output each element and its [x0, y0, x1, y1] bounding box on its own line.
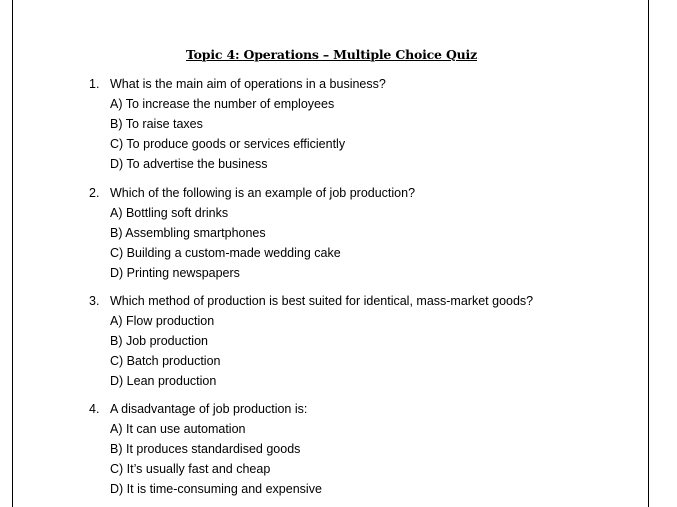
option-a: A) To increase the number of employees [110, 97, 335, 111]
option-c: C) Batch production [110, 354, 221, 368]
question-line [13, 400, 650, 419]
option-c: C) Building a custom-made wedding cake [110, 246, 341, 260]
question-2 [13, 184, 650, 283]
option-c: C) It’s usually fast and cheap [110, 462, 271, 476]
option-d: D) To advertise the business [110, 157, 268, 171]
question-text: What is the main aim of operations in a business? [110, 77, 386, 91]
option-d: D) Printing newspapers [110, 266, 240, 280]
option-b: B) It produces standardised goods [110, 442, 301, 456]
document-page [12, 0, 649, 507]
question-1 [13, 75, 650, 174]
question-3 [13, 292, 650, 391]
quiz-title: Topic 4: Operations – Multiple Choice Quiz [186, 47, 477, 62]
question-number: 1. [89, 77, 100, 91]
question-4 [13, 400, 650, 499]
option-b: B) Assembling smartphones [110, 226, 266, 240]
question-line [13, 184, 650, 203]
option-a: A) It can use automation [110, 422, 246, 436]
question-number: 2. [89, 186, 100, 200]
question-line [13, 75, 650, 94]
question-text: A disadvantage of job production is: [110, 402, 308, 416]
question-number: 4. [89, 402, 100, 416]
question-text: Which of the following is an example of job production? [110, 186, 416, 200]
option-b: B) To raise taxes [110, 117, 203, 131]
question-line [13, 292, 650, 311]
option-a: A) Bottling soft drinks [110, 206, 229, 220]
question-text: Which method of production is best suited for identical, mass-market goods? [110, 294, 534, 308]
option-d: D) It is time-consuming and expensive [110, 482, 322, 496]
option-a: A) Flow production [110, 314, 215, 328]
question-number: 3. [89, 294, 100, 308]
option-d: D) Lean production [110, 374, 217, 388]
option-c: C) To produce goods or services efficiently [110, 137, 346, 151]
option-b: B) Job production [110, 334, 208, 348]
